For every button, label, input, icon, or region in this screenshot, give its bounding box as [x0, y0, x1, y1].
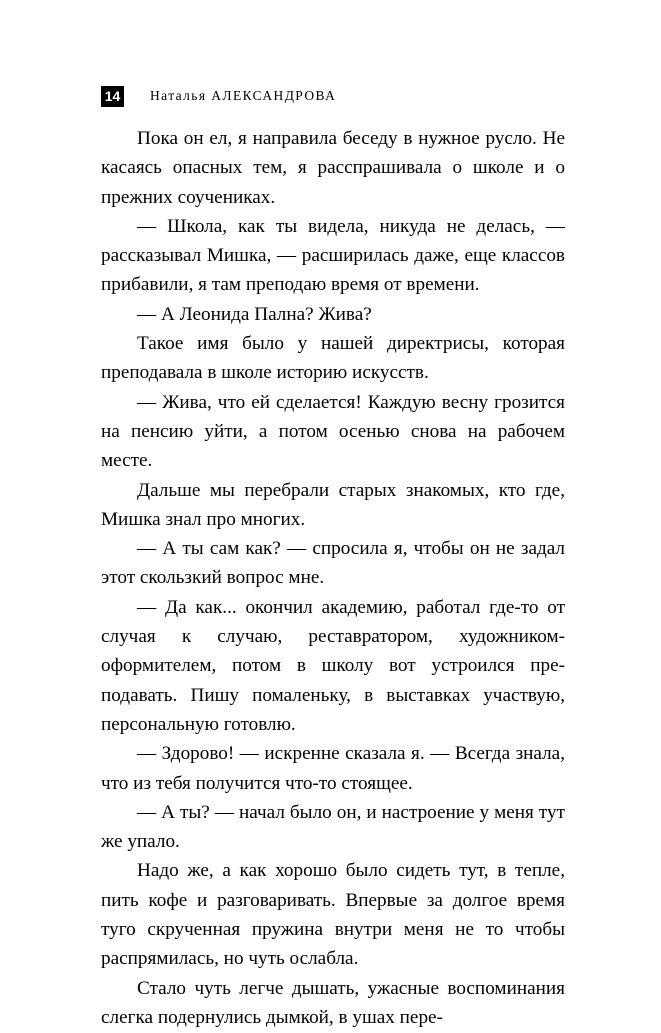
paragraph: — А ты? — начал было он, и настроение у меня тут же упало. [101, 801, 565, 853]
paragraph: Стало чуть легче дышать, ужасные воспоминания слегка подернулись дымкой, в ушах пере- [101, 977, 565, 1028]
paragraph: — Да как... окончил академию, работал где-то от случая к случаю, реставратором, художником-оформителем, потом в школу вот устроился преподавать. Пишу помаленьку, в выставках участвую, персональную готовлю. [101, 596, 565, 735]
paragraph: — Здорово! — искренне сказала я. — Всегда знала, что из тебя получится что-то стоящее. [101, 743, 565, 794]
paragraph: Такое имя было у нашей директрисы, которая преподавала в школе историю искусств. [101, 333, 565, 384]
paragraph: Надо же, а как хорошо было сидеть тут, в тепле, пить кофе и разговаривать. Впервые за долгое время туго скрученная пружина внутри меня не то чтобы распрямилась, но чуть ослабла. [101, 860, 565, 970]
author-name: Наталья АЛЕКСАНДРОВА [150, 88, 337, 103]
page-number: 14 [101, 86, 124, 107]
paragraph: Пока он ел, я направила беседу в нужное русло. Не касаясь опасных тем, я расспрашивала о школе и о прежних соучениках. [101, 128, 565, 208]
paragraph: — Школа, как ты видела, никуда не делась, — рассказывал Мишка, — расширилась даже, еще классов прибавили, я там преподаю время от времени. [101, 215, 565, 296]
paragraph: — Жива, что ей сделается! Каждую весну грозится на пенсию уйти, а потом осенью снова на рабочем месте. [101, 391, 565, 472]
paragraph: — А Леонида Пална? Жива? [137, 303, 372, 325]
running-head [101, 84, 565, 108]
page-content [101, 84, 565, 1032]
paragraph: Дальше мы перебрали старых знакомых, кто где, Мишка знал про многих. [101, 479, 565, 530]
paragraph: — А ты сам как? — спросила я, чтобы он не задал этот скользкий вопрос мне. [101, 538, 565, 589]
body-text [101, 124, 565, 1032]
